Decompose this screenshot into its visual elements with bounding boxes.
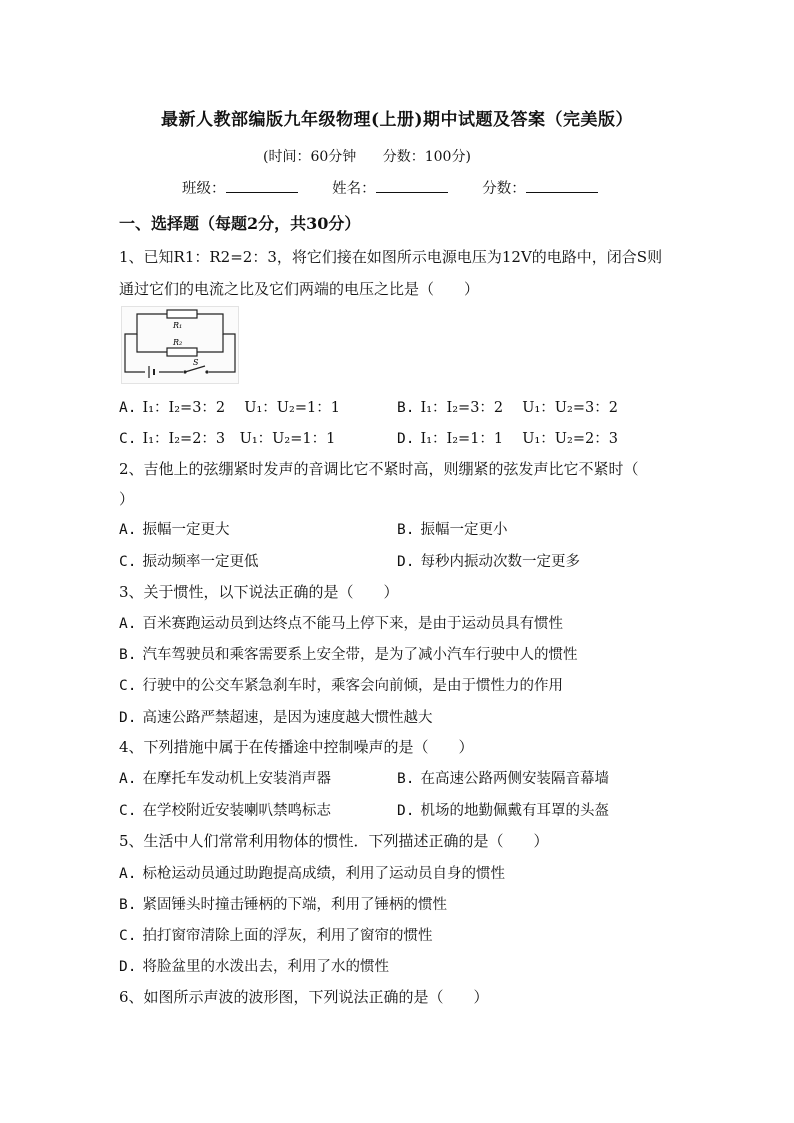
q2-option-b[interactable]: B. 振幅一定更小 <box>397 522 508 538</box>
page-title: 最新人教部编版九年级物理(上册)期中试题及答案（完美版） <box>160 110 634 130</box>
q1-option-c[interactable]: C. I₁：I₂=2：3 U₁：U₂=1：1 <box>119 431 336 447</box>
q2-option-c[interactable]: C. 振动频率一定更低 <box>119 554 259 570</box>
question-2-line1: 2、吉他上的弦绷紧时发声的音调比它不紧时高，则绷紧的弦发声比它不紧时（ <box>119 460 639 478</box>
q3-option-c[interactable]: C. 行驶中的公交车紧急刹车时，乘客会向前倾，是由于惯性力的作用 <box>119 678 563 694</box>
name-field <box>332 177 448 198</box>
switch-label: S <box>193 358 199 367</box>
time-info: (时间：60分钟 <box>263 149 357 165</box>
q4-option-b[interactable]: B. 在高速公路两侧安装隔音幕墙 <box>397 771 609 787</box>
question-5: 5、生活中人们常常利用物体的惯性．下列描述正确的是（ ） <box>119 832 549 850</box>
q2-option-a[interactable]: A. 振幅一定更大 <box>119 522 230 538</box>
q4-option-c[interactable]: C. 在学校附近安装喇叭禁鸣标志 <box>119 803 331 819</box>
q1-option-a[interactable]: A. I₁：I₂=3：2 U₁：U₂=1：1 <box>119 400 340 416</box>
q1-option-d[interactable]: D. I₁：I₂=1：1 U₁：U₂=2：3 <box>397 431 618 447</box>
section-heading: 一、选择题（每题2分，共30分） <box>119 214 361 233</box>
q2-option-d[interactable]: D. 每秒内振动次数一定更多 <box>397 554 580 570</box>
name-label: 姓名： <box>332 181 376 197</box>
q5-option-a[interactable]: A. 标枪运动员通过助跑提高成绩，利用了运动员自身的惯性 <box>119 866 505 882</box>
score-field <box>482 177 598 198</box>
question-1-line1: 1、已知R1：R2=2：3，将它们接在如图所示电源电压为12V的电路中，闭合S则 <box>119 248 663 266</box>
q3-option-d[interactable]: D. 高速公路严禁超速，是因为速度越大惯性越大 <box>119 710 433 726</box>
q4-option-a[interactable]: A. 在摩托车发动机上安装消声器 <box>119 771 331 787</box>
question-4: 4、下列措施中属于在传播途中控制噪声的是（ ） <box>119 738 474 756</box>
exam-info <box>263 146 493 166</box>
score-blank[interactable] <box>526 180 598 193</box>
question-3: 3、关于惯性，以下说法正确的是（ ） <box>119 583 399 601</box>
score-label: 分数： <box>482 181 526 197</box>
q1-option-b[interactable]: B. I₁：I₂=3：2 U₁：U₂=3：2 <box>397 400 618 416</box>
name-blank[interactable] <box>376 180 448 193</box>
q5-option-c[interactable]: C. 拍打窗帘清除上面的浮灰，利用了窗帘的惯性 <box>119 928 433 944</box>
q3-option-a[interactable]: A. 百米赛跑运动员到达终点不能马上停下来，是由于运动员具有惯性 <box>119 616 563 632</box>
class-blank[interactable] <box>226 180 298 193</box>
question-1-line2: 通过它们的电流之比及它们两端的电压之比是（ ） <box>119 280 480 298</box>
q5-option-d[interactable]: D. 将脸盆里的水泼出去，利用了水的惯性 <box>119 959 389 975</box>
class-field <box>182 177 298 198</box>
q4-option-d[interactable]: D. 机场的地勤佩戴有耳罩的头盔 <box>397 803 609 819</box>
q5-option-b[interactable]: B. 紧固锤头时撞击锤柄的下端，利用了锤柄的惯性 <box>119 897 447 913</box>
r2-label: R₂ <box>173 338 183 347</box>
r1-label: R₁ <box>173 321 183 330</box>
question-6: 6、如图所示声波的波形图，下列说法正确的是（ ） <box>119 988 489 1006</box>
circuit-diagram <box>121 306 239 384</box>
q3-option-b[interactable]: B. 汽车驾驶员和乘客需要系上安全带，是为了减小汽车行驶中人的惯性 <box>119 647 578 663</box>
class-label: 班级： <box>182 181 226 197</box>
score-info: 分数：100分) <box>382 149 471 165</box>
question-2-line2: ） <box>119 490 135 508</box>
student-fields <box>182 177 628 198</box>
